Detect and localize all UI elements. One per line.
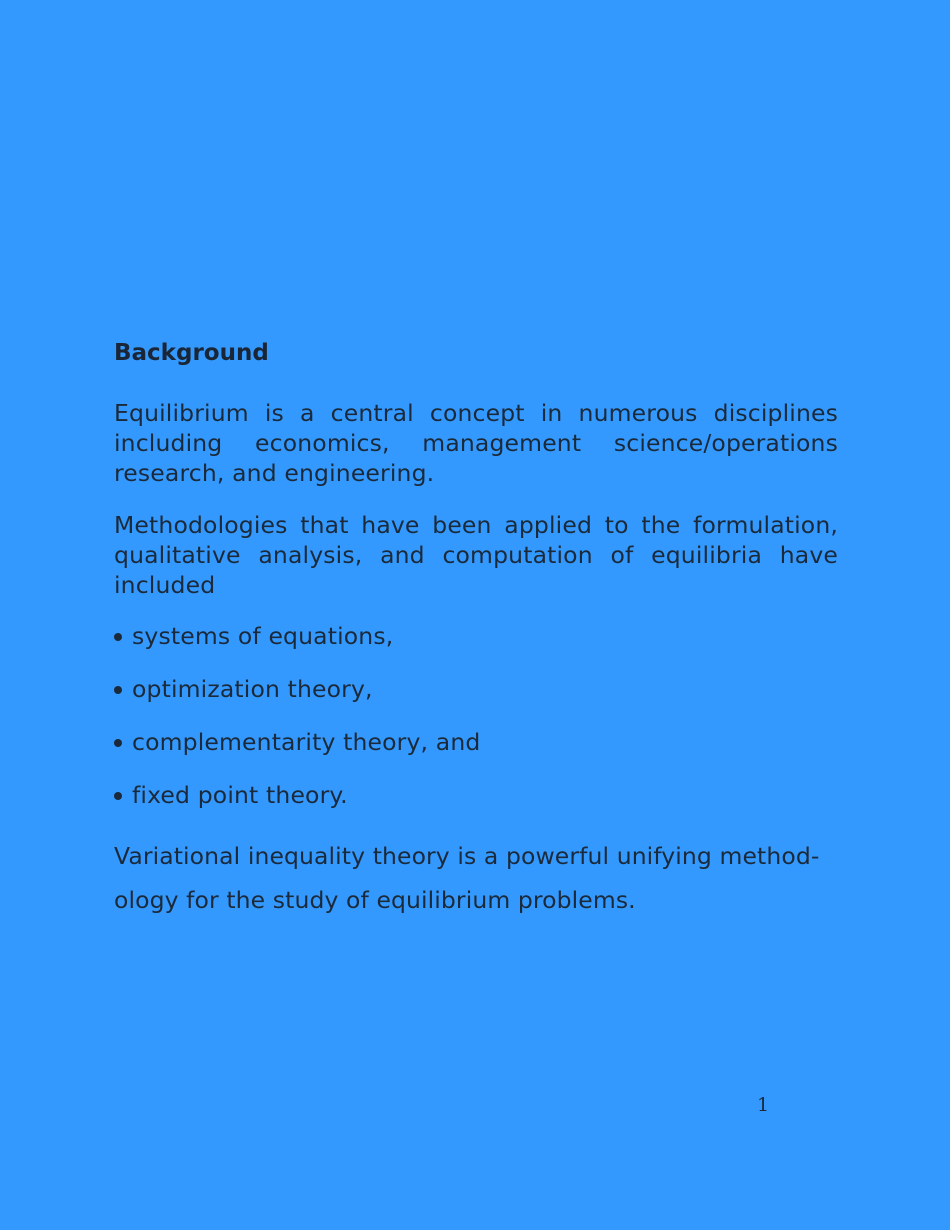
paragraph-methodologies: Methodologies that have been applied to the formulation, qualitative analysis, and computation of equilibria have included: [114, 511, 838, 599]
list-item: [114, 621, 838, 651]
bullet-icon: [114, 739, 122, 747]
list-item: [114, 727, 838, 757]
bullet-icon: [114, 633, 122, 641]
list-item: [114, 674, 838, 704]
list-item-text: fixed point theory.: [132, 781, 348, 809]
list-item-text: optimization theory,: [132, 675, 373, 703]
page-number: 1: [757, 1094, 770, 1116]
bullet-icon: [114, 686, 122, 694]
list-item-text: systems of equations,: [132, 622, 394, 650]
methodology-list: [114, 621, 838, 810]
paragraph-equilibrium: Equilibrium is a central concept in numerous disciplines including economics, management science/operations research, and engineering.: [114, 399, 838, 487]
paragraph-variational-inequality: Variational inequality theory is a powerful unifying methodology for the study of equilibrium problems.: [114, 842, 820, 914]
slide-heading: Background: [114, 340, 269, 366]
list-item: [114, 780, 838, 810]
bullet-icon: [114, 792, 122, 800]
list-item-text: complementarity theory, and: [132, 728, 481, 756]
slide-content: [114, 336, 838, 922]
